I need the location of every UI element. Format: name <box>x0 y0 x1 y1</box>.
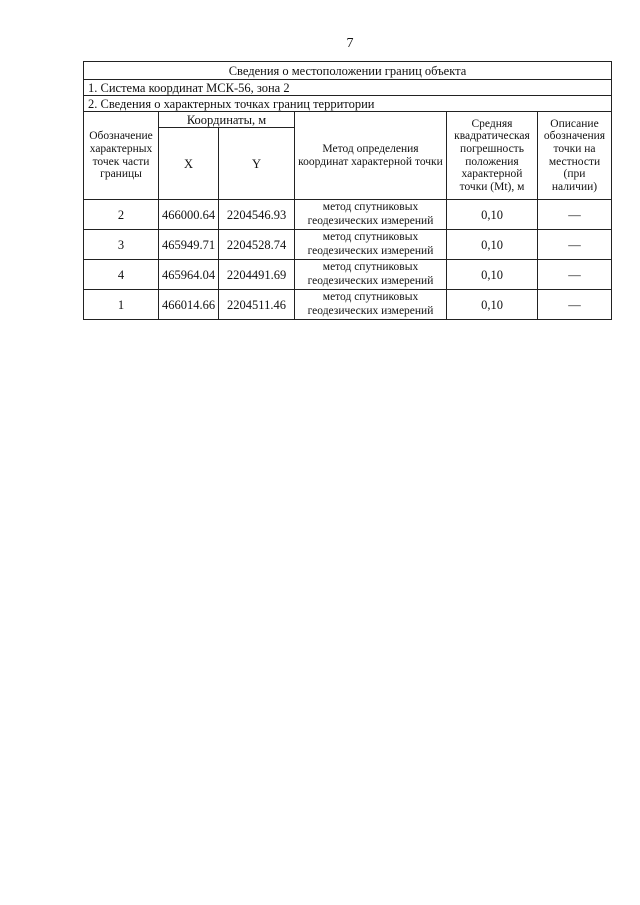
cell-error: 0,10 <box>447 200 538 230</box>
points-section-line: 2. Сведения о характерных точках границ территории <box>84 96 612 112</box>
header-y: Y <box>219 128 295 200</box>
cell-method: метод спутниковых геодезических измерений <box>295 260 447 290</box>
boundary-table <box>83 61 612 320</box>
cell-method: метод спутниковых геодезических измерений <box>295 200 447 230</box>
cell-x: 466000.64 <box>159 200 219 230</box>
table-row <box>84 230 612 260</box>
header-description: Описание обозначения точки на местности (при наличии) <box>538 112 612 200</box>
cell-point: 2 <box>84 200 159 230</box>
cell-x: 465949.71 <box>159 230 219 260</box>
cell-method: метод спутниковых геодезических измерений <box>295 230 447 260</box>
cell-method: метод спутниковых геодезических измерений <box>295 290 447 320</box>
cell-description: — <box>538 230 612 260</box>
cell-point: 3 <box>84 230 159 260</box>
coordinate-system-line: 1. Система координат МСК-56, зона 2 <box>84 80 612 96</box>
table-row <box>84 260 612 290</box>
cell-y: 2204546.93 <box>219 200 295 230</box>
cell-error: 0,10 <box>447 290 538 320</box>
cell-x: 466014.66 <box>159 290 219 320</box>
cell-y: 2204511.46 <box>219 290 295 320</box>
cell-description: — <box>538 200 612 230</box>
cell-y: 2204491.69 <box>219 260 295 290</box>
table-row <box>84 290 612 320</box>
header-method: Метод определения координат характерной точки <box>295 112 447 200</box>
cell-y: 2204528.74 <box>219 230 295 260</box>
header-x: X <box>159 128 219 200</box>
header-error: Средняя квадратическая погрешность положения характерной точки (Mt), м <box>447 112 538 200</box>
cell-description: — <box>538 260 612 290</box>
cell-point: 4 <box>84 260 159 290</box>
cell-description: — <box>538 290 612 320</box>
table-title: Сведения о местоположении границ объекта <box>84 62 612 80</box>
cell-error: 0,10 <box>447 230 538 260</box>
header-coordinates: Координаты, м <box>159 112 295 128</box>
cell-point: 1 <box>84 290 159 320</box>
page-number: 7 <box>346 36 354 51</box>
cell-error: 0,10 <box>447 260 538 290</box>
table-row <box>84 200 612 230</box>
header-designation: Обозначение характерных точек части границы <box>84 112 159 200</box>
cell-x: 465964.04 <box>159 260 219 290</box>
